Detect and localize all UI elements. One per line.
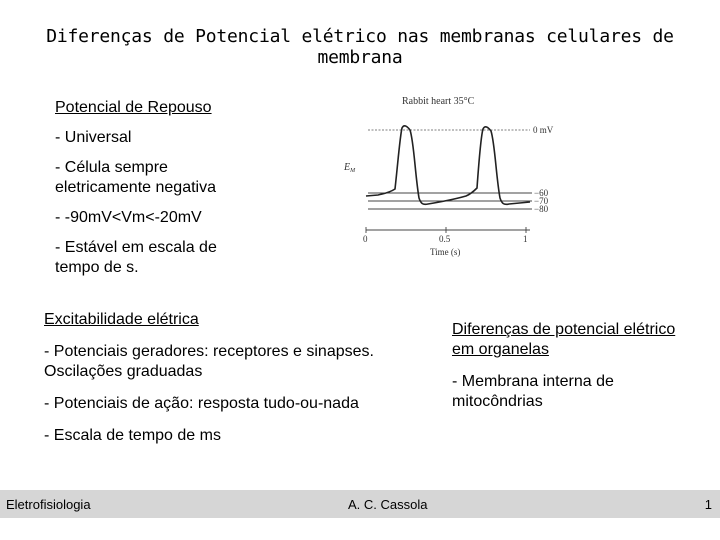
footer-course: Eletrofisiologia bbox=[6, 497, 91, 512]
resting-item: - -90mV<Vm<-20mV bbox=[55, 209, 202, 226]
x-axis-label: Time (s) bbox=[430, 247, 461, 257]
slide-title: Diferenças de Potencial elétrico nas membranas celulares de membrana bbox=[46, 26, 674, 68]
slide-footer bbox=[0, 490, 720, 518]
resting-item: - Universal bbox=[55, 129, 132, 146]
level-label-80: −80 bbox=[534, 204, 549, 214]
y-axis-label: $E_M$ bbox=[344, 162, 356, 174]
resting-item: - Célula sempre eletricamente negativa bbox=[55, 159, 216, 196]
figure-caption: Rabbit heart 35°C bbox=[402, 96, 475, 107]
level-label-60: −60 bbox=[534, 188, 549, 198]
zero-mv-label: 0 mV bbox=[533, 125, 554, 135]
excitability-item: - Potenciais de ação: resposta tudo-ou-nada bbox=[44, 395, 359, 412]
x-tick-label-0: 0 bbox=[363, 234, 368, 244]
excitability-item: - Escala de tempo de ms bbox=[44, 427, 221, 444]
x-tick-label-05: 0.5 bbox=[439, 234, 451, 244]
footer-author: A. C. Cassola bbox=[348, 497, 428, 512]
footer-page-number: 1 bbox=[704, 497, 712, 512]
resting-potential-section bbox=[55, 98, 255, 278]
organelles-heading: Diferenças de potencial elétrico em organelas bbox=[452, 321, 676, 358]
excitability-heading: Excitabilidade elétrica bbox=[44, 311, 199, 328]
excitability-item: - Potenciais geradores: receptores e sinapses. Oscilações graduadas bbox=[44, 343, 374, 380]
action-potential-figure bbox=[340, 90, 570, 260]
organelles-section bbox=[452, 320, 692, 412]
resting-heading: Potencial de Repouso bbox=[55, 99, 212, 116]
resting-item: - Estável em escala de tempo de s. bbox=[55, 239, 217, 276]
level-label-70: −70 bbox=[534, 196, 549, 206]
x-tick-label-1: 1 bbox=[523, 234, 528, 244]
organelles-item: - Membrana interna de mitocôndrias bbox=[452, 373, 614, 410]
excitability-section bbox=[44, 310, 374, 446]
